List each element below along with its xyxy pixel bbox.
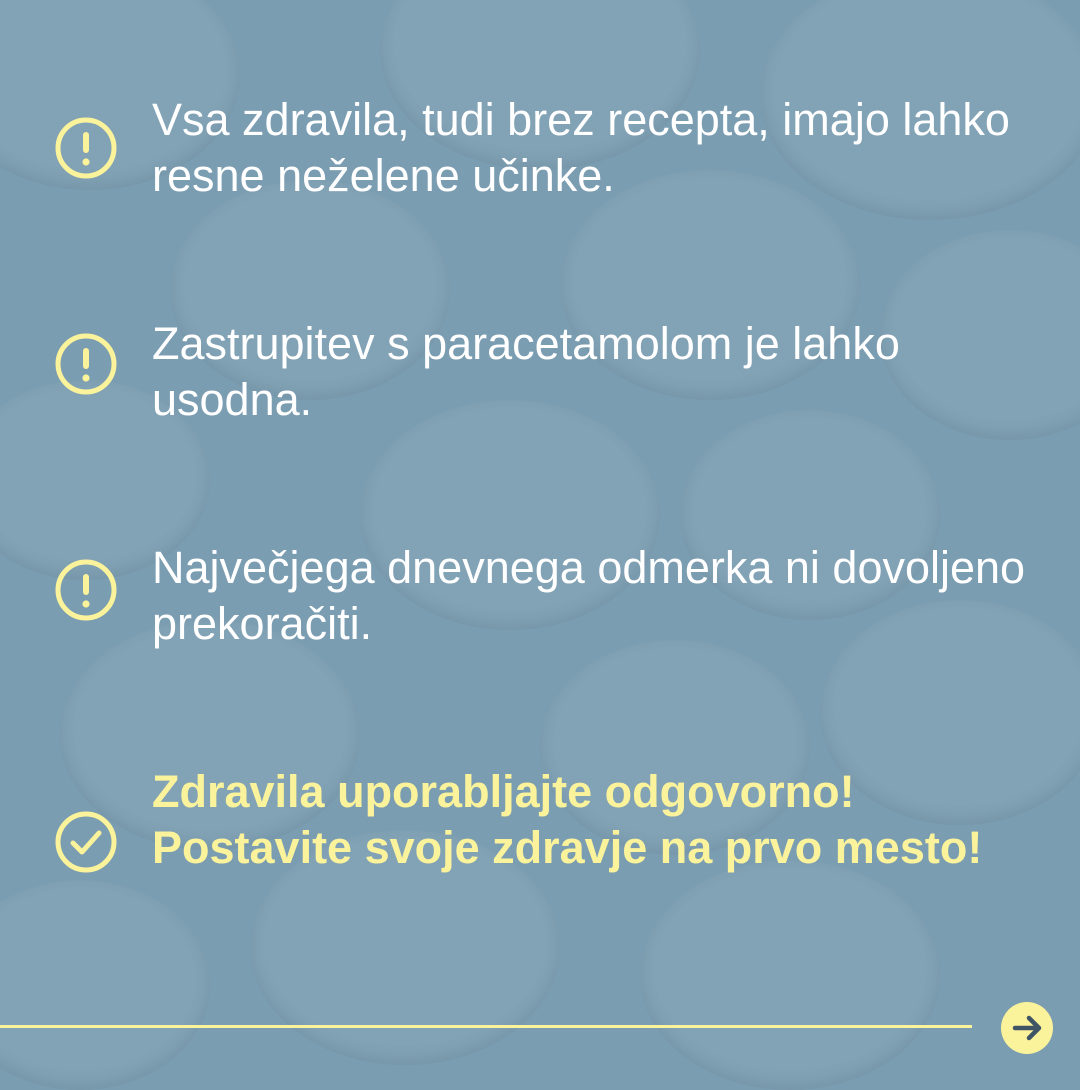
item-text: Največjega dnevnega odmerka ni dovoljeno prekoračiti. xyxy=(152,542,1026,649)
footer-divider xyxy=(0,1025,972,1028)
item-text: Zdravila uporabljajte odgovorno! Postavite svoje zdravje na prvo mesto! xyxy=(152,766,983,873)
exclamation-circle-icon xyxy=(54,332,118,396)
item-text: Zastrupitev s paracetamolom je lahko usodna. xyxy=(152,318,900,425)
exclamation-circle-icon xyxy=(54,558,118,622)
arrow-right-icon xyxy=(1001,1002,1053,1054)
item-text: Vsa zdravila, tudi brez recepta, imajo lahko resne neželene učinke. xyxy=(152,94,1010,201)
check-circle-icon xyxy=(54,810,118,874)
next-button[interactable] xyxy=(1001,1002,1053,1054)
exclamation-circle-icon xyxy=(54,116,118,180)
